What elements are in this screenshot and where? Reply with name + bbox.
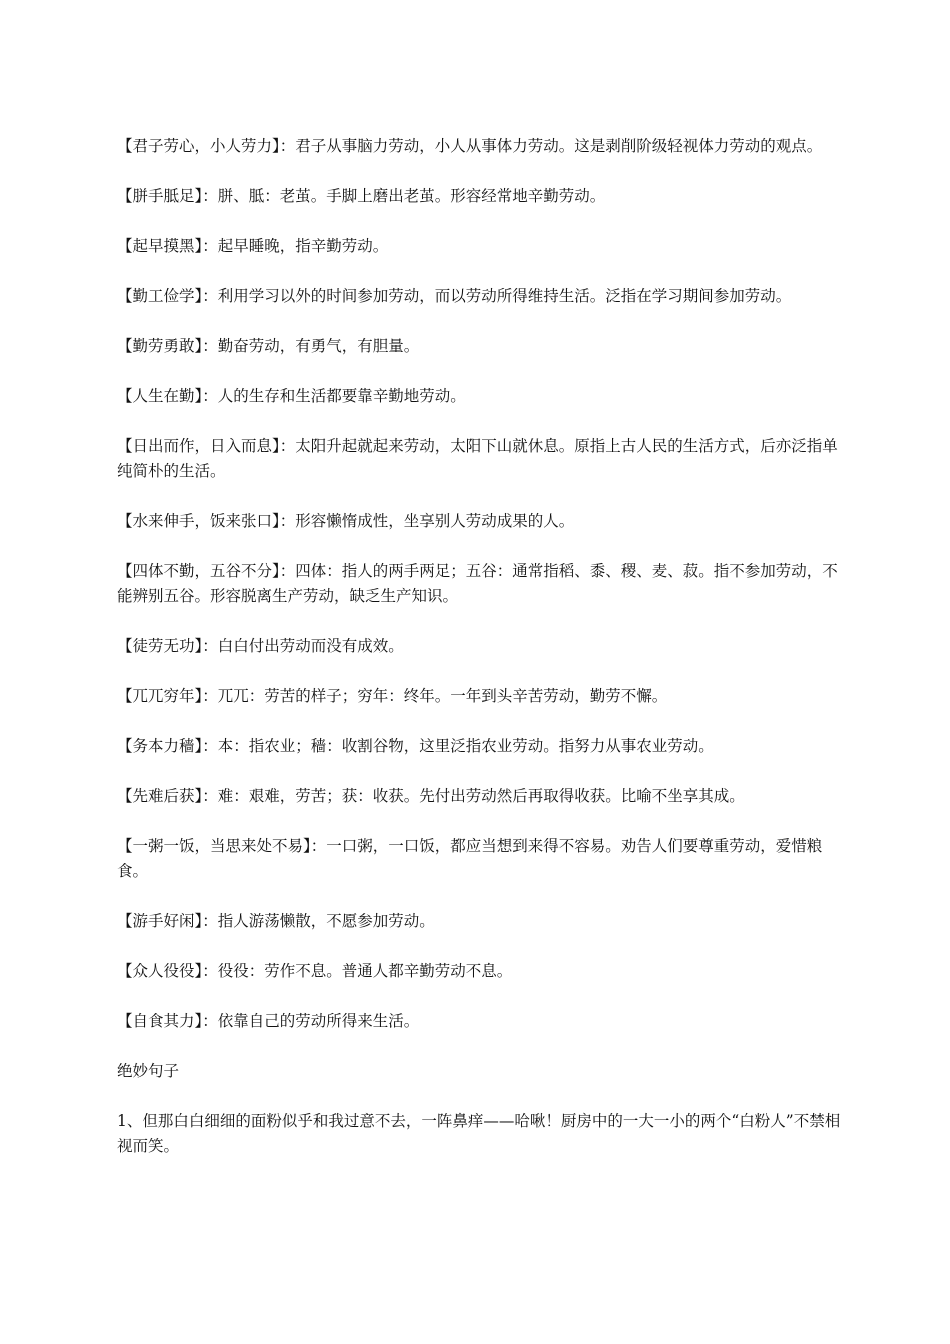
idiom-definition: ：一口粥，一口饭，都应当想到来得不容易。劝告人们要尊重劳动，爱惜粮食。 xyxy=(117,837,823,880)
idiom-term: 【一粥一饭，当思来处不易】 xyxy=(117,837,311,855)
idiom-entry xyxy=(117,134,843,159)
idiom-definition: ：胼、胝：老茧。手脚上磨出老茧。形容经常地辛勤劳动。 xyxy=(202,187,606,205)
idiom-definition: ：依靠自己的劳动所得来生活。 xyxy=(202,1012,420,1030)
idiom-entry xyxy=(117,959,843,984)
idiom-definition: ：君子从事脑力劳动，小人从事体力劳动。这是剥削阶级轻视体力劳动的观点。 xyxy=(279,137,823,155)
idiom-definition: ：起早睡晚，指辛勤劳动。 xyxy=(202,237,389,255)
idiom-entry xyxy=(117,634,843,659)
idiom-definition: ：太阳升起就起来劳动，太阳下山就休息。原指上古人民的生活方式，后亦泛指单纯简朴的生活。 xyxy=(117,437,838,480)
idiom-entry xyxy=(117,834,843,884)
idiom-entry xyxy=(117,734,843,759)
idiom-entry xyxy=(117,684,843,709)
idiom-term: 【胼手胝足】 xyxy=(117,187,203,205)
idiom-definition: ：白白付出劳动而没有成效。 xyxy=(202,637,404,655)
idiom-term: 【四体不勤，五谷不分】 xyxy=(117,562,280,580)
idiom-definition: ：四体：指人的两手两足；五谷：通常指稻、黍、稷、麦、菽。指不参加劳动，不能辨别五谷。形容脱离生产劳动，缺乏生产知识。 xyxy=(117,562,838,605)
idiom-entry xyxy=(117,784,843,809)
idiom-term: 【君子劳心，小人劳力】 xyxy=(117,137,280,155)
idiom-entry xyxy=(117,909,843,934)
idiom-term: 【游手好闲】 xyxy=(117,912,203,930)
idiom-term: 【水来伸手，饭来张口】 xyxy=(117,512,280,530)
idiom-term: 【勤劳勇敢】 xyxy=(117,337,203,355)
idiom-term: 【徒劳无功】 xyxy=(117,637,203,655)
idiom-definition: ：人的生存和生活都要靠辛勤地劳动。 xyxy=(202,387,466,405)
idiom-entry xyxy=(117,384,843,409)
idiom-definition: ：形容懒惰成性，坐享别人劳动成果的人。 xyxy=(279,512,575,530)
idiom-definition: ：本：指农业；穑：收割谷物，这里泛指农业劳动。指努力从事农业劳动。 xyxy=(202,737,714,755)
idiom-entry xyxy=(117,1009,843,1034)
idiom-term: 【勤工俭学】 xyxy=(117,287,203,305)
idiom-term: 【众人役役】 xyxy=(117,962,203,980)
idiom-term: 【先难后获】 xyxy=(117,787,203,805)
idiom-definition: ：勤奋劳动，有勇气，有胆量。 xyxy=(202,337,420,355)
idiom-term: 【人生在勤】 xyxy=(117,387,203,405)
idiom-definition: ：难：艰难，劳苦；获：收获。先付出劳动然后再取得收获。比喻不坐享其成。 xyxy=(202,787,745,805)
idiom-term: 【务本力穑】 xyxy=(117,737,203,755)
idiom-term: 【兀兀穷年】 xyxy=(117,687,203,705)
idiom-entry xyxy=(117,509,843,534)
idiom-definition: ：役役：劳作不息。普通人都辛勤劳动不息。 xyxy=(202,962,513,980)
idiom-entry xyxy=(117,184,843,209)
document-page xyxy=(117,134,843,1184)
idiom-entry xyxy=(117,334,843,359)
idiom-definition: ：利用学习以外的时间参加劳动，而以劳动所得维持生活。泛指在学习期间参加劳动。 xyxy=(202,287,792,305)
idiom-term: 【日出而作，日入而息】 xyxy=(117,437,280,455)
idiom-entry xyxy=(117,559,843,609)
idiom-entry xyxy=(117,234,843,259)
idiom-term: 【自食其力】 xyxy=(117,1012,203,1030)
sentence-item: 1、但那白白细细的面粉似乎和我过意不去，一阵鼻痒——哈啾！厨房中的一大一小的两个“白粉人”不禁相视而笑。 xyxy=(117,1112,841,1155)
idiom-term: 【起早摸黑】 xyxy=(117,237,203,255)
idiom-definition: ：兀兀：劳苦的样子；穷年：终年。一年到头辛苦劳动，勤劳不懈。 xyxy=(202,687,668,705)
section-title: 绝妙句子 xyxy=(117,1062,180,1080)
idiom-entry xyxy=(117,284,843,309)
idiom-entry xyxy=(117,434,843,484)
idiom-list xyxy=(117,134,843,1034)
idiom-definition: ：指人游荡懒散，不愿参加劳动。 xyxy=(202,912,435,930)
